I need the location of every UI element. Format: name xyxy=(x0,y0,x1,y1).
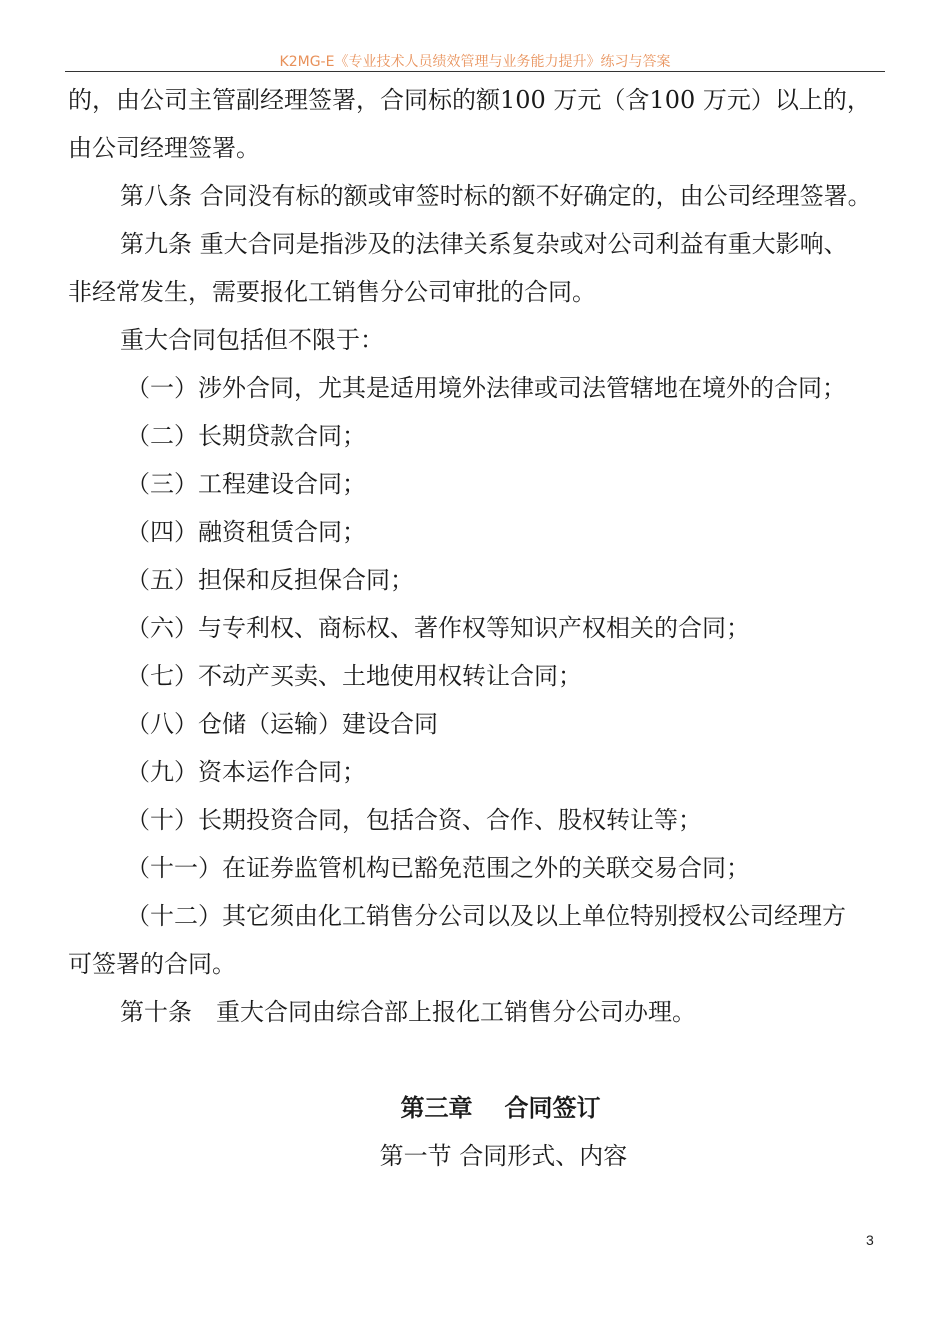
list-item: （十一）在证券监管机构已豁免范围之外的关联交易合同； xyxy=(126,854,750,882)
list-item: （十二）其它须由化工销售分公司以及以上单位特别授权公司经理方 xyxy=(126,902,846,930)
list-item: （一）涉外合同，尤其是适用境外法律或司法管辖地在境外的合同； xyxy=(126,374,846,402)
header-rule xyxy=(65,71,885,72)
list-item: （十）长期投资合同，包括合资、合作、股权转让等； xyxy=(126,806,702,834)
list-intro: 重大合同包括但不限于： xyxy=(120,326,384,354)
list-item-continued: 可签署的合同。 xyxy=(68,950,236,978)
list-item: （五）担保和反担保合同； xyxy=(126,566,414,594)
page-header: K2MG-E《专业技术人员绩效管理与业务能力提升》练习与答案 xyxy=(279,54,671,70)
page-number: 3 xyxy=(866,1232,874,1248)
chapter-number: 第三章 xyxy=(400,1093,473,1122)
article-9: 第九条 重大合同是指涉及的法律关系复杂或对公司利益有重大影响、 xyxy=(120,230,848,258)
paragraph-line: 的，由公司主管副经理签署，合同标的额100 万元（含100 万元）以上的， xyxy=(68,86,871,114)
list-item: （九）资本运作合同； xyxy=(126,758,366,786)
list-item: （四）融资租赁合同； xyxy=(126,518,366,546)
list-item: （六）与专利权、商标权、著作权等知识产权相关的合同； xyxy=(126,614,750,642)
list-item: （三）工程建设合同； xyxy=(126,470,366,498)
article-9-continued: 非经常发生，需要报化工销售分公司审批的合同。 xyxy=(68,278,596,306)
article-10: 第十条 重大合同由综合部上报化工销售分公司办理。 xyxy=(120,998,696,1026)
list-item: （二）长期贷款合同； xyxy=(126,422,366,450)
paragraph-line: 由公司经理签署。 xyxy=(68,134,260,162)
list-item: （七）不动产买卖、土地使用权转让合同； xyxy=(126,662,582,690)
chapter-title: 合同签订 xyxy=(504,1093,601,1122)
chapter-heading xyxy=(68,1084,903,1132)
blank-line xyxy=(68,1036,903,1084)
section-heading: 第一节 合同形式、内容 xyxy=(379,1142,628,1170)
article-8: 第八条 合同没有标的额或审签时标的额不好确定的，由公司经理签署。 xyxy=(120,182,872,210)
document-body xyxy=(68,76,903,1180)
list-item: （八）仓储（运输）建设合同 xyxy=(126,710,438,738)
